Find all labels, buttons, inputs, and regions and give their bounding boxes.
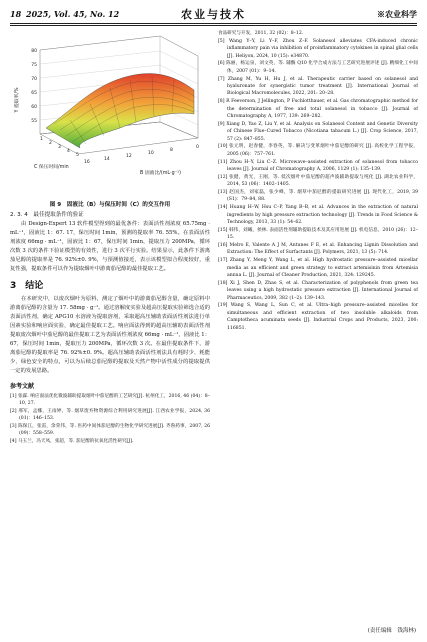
section-heading-2-3-4: 2. 3. 4 最佳提取条件的验证 [10, 212, 84, 218]
section-heading-conclusion: 3 结论 [10, 281, 44, 292]
reference-item: [5] Wang Y–Y, Li Y–F, Zhou Z–F. Solanesol alleviates CFA-induced chronic inflammatory pain via inhibition of proinflammatory cytokines in spinal glial cells [J]. Heliyon, 2024, 10 (15): e34870. [218, 38, 418, 59]
x2-tick: 0 [196, 145, 199, 150]
references-heading: 参考文献 [10, 382, 35, 390]
right-column [218, 30, 418, 634]
paragraph-conclusion: 在本研究中，以废次烟叶为原料，测定了烟叶中的游离茄尼醇含量，确定原料中游离茄尼醇的含量为 17. 58mg · g⁻¹。通过溶解度实验及超高压提取实验筛选合适的表面活性剂，确定 APG10 水溶液为提取溶剂，采取超高压辅助表面活性剂法进行单因素实验和响应面实验，确定最佳提取工艺。响应面法得到的超高压辅助表面活性剂提取废次烟叶中茄尼醇的最佳提取工艺为表面活性剂浓度 66mg · mL⁻¹，固液比 1：67，保压时间 1min，提取压力 200MPa，循环次数 3 次。在最佳提取条件下，游离茄尼醇的提取率是 76. 92%±0. 9%。超高压辅助表面活性剂法具有耗时少、耗能少、绿色安全的特点，可以为后续总茄尼醇的提取及天然产物中活性成分的提取提供一定的发展思路。 [10, 296, 210, 374]
reference-item: [14] Huang H–W, Hsu C–P, Yang B–B, et al. Advances in the extraction of natural ingredients by high pressure extraction technology [J]. Trends in Food Science & Technology, 2013, 33 (1): 54–62. [218, 205, 418, 226]
section-label: ※农业科学 [377, 8, 417, 19]
reference-item: [9] Xiang D, Yao Z, Liu Y, et al. Analysis on Solanesol Content and Genetic Diversity of Chinese Flue–Cured Tobacco (Nicotiana tabacum L.) [J]. Crop Science, 2017, 57 (2): 847–855. [218, 121, 418, 142]
figure-caption: 图 9 固液比（B）与保压时间（C）的交互作用 [49, 202, 171, 208]
reference-item: [19] Wang S, Wang L, Sun C, et al. Ultra–high pressure–assisted micelles for simultaneous and efficient extraction of two insoluble alkaloids from Camptotheca acuminata seeds [J]. Industrial Crops and Products, 2023, 200: 116851. [218, 303, 418, 331]
reference-item: [7] Zhang M, Yu H, Hu J, et al. Therapeutic carrier based on solanesol and hyaluronate for synergistic tumor treatment [J]. International Journal of Biological Macromolecules, 2022, 201: 20–28. [218, 76, 418, 97]
reference-item: [10] 张元明，赵春健，李春英，等. 解决与变革烟叶中茄尼醇的研究 [J]. 高校化学工程学报，2005 (06)：757–761. [218, 144, 418, 157]
figure-9 [10, 30, 210, 198]
reference-item: [3] 陈保江，张雷，余荣伟，等. 医药中间体茄尼醇的生物化学研究进展[J]. 齐鲁药事，2007, 26 (09)：558–559. [10, 423, 210, 436]
x2-tick: 16 [84, 160, 90, 165]
x2-tick: 10 [148, 151, 154, 156]
x1-tick: 4 [67, 149, 70, 154]
reference-item: [12] 张健，黄光，王刚，等. 低次烟叶中茄尼醇的超声波辅助提取与纯化 [J]. 湖北农业科学，2014, 53 (06)：1402–1405. [218, 174, 418, 188]
reference-item: [6] 陈丽，杨运泉，刘文英，等. 辅酶 Q10 化学合成方法与工艺研究进展评述 [J]. 精细化工中间体，2007 (01)：9–14. [218, 61, 418, 74]
editor-note: (责任编辑 钱海林) [367, 628, 416, 634]
x1-tick: 5 [76, 153, 79, 158]
x1-tick: 1 [40, 137, 43, 142]
paragraph-verification: 由 Design-Expert 13 软件模型得到的最优条件：表面活性剂浓度 65.75mg · mL⁻¹，固液比 1：67. 17，保压时间 1min，预测的提取率 76. 55%。在表面活性剂浓度 66mg · mL⁻¹，固液比 1：67，保压时间 1min，提取压力 200MPa，循环次数 3 次的条件下验证模型的有效性，进行 3 次平行实验。结果显示，此条件下游离茄尼醇的提取率是 76. 92%±0. 9%，与预测值接近，表示该模型拟合程度较好，重复性强，提取条件可以作为提取烟叶中游离茄尼醇的最佳提取工艺。 [10, 221, 210, 272]
z-tick: 60 [31, 105, 37, 110]
x2-tick: 14 [104, 157, 110, 162]
reference-item: [18] Xi J, Shen D, Zhao S, et al. Characterization of polyphenols from green tea leaves using a high hydrostatic pressure extraction [J]. International Journal of Pharmaceutics, 2009, 382 (1–2): 139–143. [218, 280, 418, 301]
x2-axis-label: B 固液比/(mL·g⁻¹) [140, 171, 181, 176]
y-axis-label: Y 提取率/% [15, 87, 20, 113]
left-column [10, 30, 210, 634]
x1-tick: 3 [58, 145, 61, 150]
surface-plot [10, 30, 210, 198]
reference-item: [1] 张霖. 响应面法优化微波辅助提取烟叶中茄尼醇的工艺研究[J]. 杭州化工，2016, 46 (04)：8–10, 27. [10, 393, 210, 406]
x2-tick: 8 [170, 148, 173, 153]
z-tick: 65 [31, 91, 37, 96]
reference-item: [11] Zhou H–Y, Liu C–Z. Microwave–assisted extraction of solanesol from tobacco leaves [J]. Journal of Chromatography A, 2006, 1129 (1): 135–139. [218, 159, 418, 173]
journal-title: 农业与技术 [181, 8, 246, 21]
references-list-right [218, 30, 418, 332]
references-list-left [10, 393, 210, 445]
reference-item: [13] 赵国杰，刘家磊，张少峰，等. 烟草中茄尼醇的提取研究进展 [J]. 现代化工，2019, 39 (S1)：79–84, 88. [218, 190, 418, 203]
z-tick: 80 [31, 49, 37, 54]
reference-item: [15] 韩伟，刘曦，侯林. 表面活性剂辅助提取技术及其应用进展 [J]. 机电信息，2010 (26)：12–15. [218, 227, 418, 241]
journal-issue: 2025, Vol. 45, No. 12 [26, 9, 120, 19]
reference-item: [2] 邢军，孟娜，王雨婷，等. 烟草废弃物资源综合利用研究进展[J]. 江西农业学报，2024, 36 (01)：146–153. [10, 408, 210, 421]
x2-tick: 12 [126, 154, 132, 159]
header-rule-thin [10, 25, 417, 26]
z-tick: 55 [31, 119, 37, 124]
reference-item: [16] Melro E, Valente A J M, Antunes F E, et al. Enhancing Lignin Dissolution and Extraction: The Effect of Surfactants [J]. Polymers, 2021, 13 (5): 714. [218, 243, 418, 256]
x1-tick: 2 [49, 141, 52, 146]
x1-axis-label: C 保压时间/min [34, 165, 69, 170]
page-number: 18 [10, 9, 22, 19]
reference-item: [4] 马玉兰，冯天凤，张超，等. 茄尼醇的抗氧化活性研究[J]. [10, 438, 134, 444]
header-rule [10, 23, 417, 24]
z-tick: 75 [31, 63, 37, 68]
reference-item: 食品研究与开发，2011, 32 (02)：8–12. [218, 31, 304, 36]
reference-item: [17] Zhang Y, Meng Y, Wang L, et al. High hydrostatic pressure–assisted micellar media as an efficient and green strategy to extract artemisinin from Artemisia annua L. [J]. Journal of Cleaner Production, 2021, 324: 129245. [218, 258, 418, 279]
z-tick: 70 [31, 77, 37, 82]
reference-item: [8] R Feeverson, J Jellington, P Fschlotthauer, et al. Gas chromatographic method for the determination of free and total solanesol in tobacco [J]. Journal of Chromatography A, 1977, 139: 269–282. [218, 99, 418, 120]
